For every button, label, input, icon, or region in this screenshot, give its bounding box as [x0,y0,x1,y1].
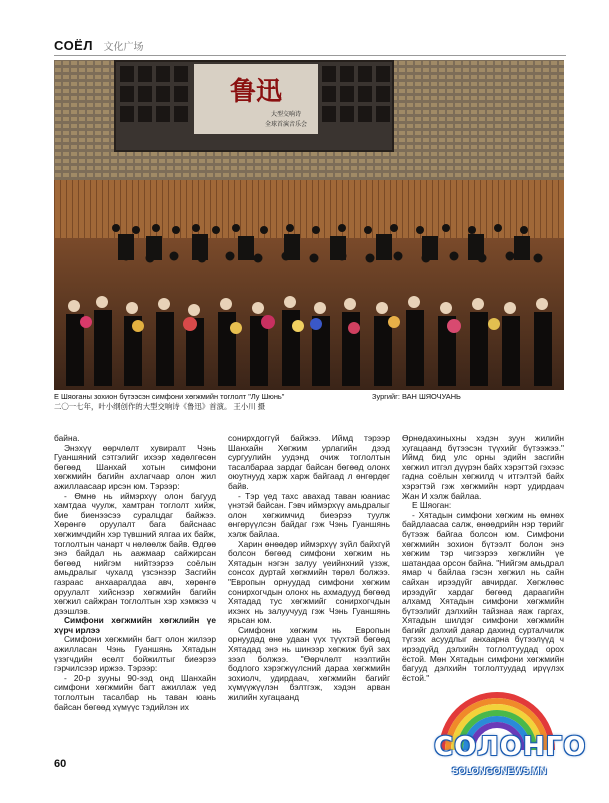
article-paragraph: Өрнөдахиныхны хэдэн зуун жилийн хугацаанд бүтээсэн түүхийг бүтээжээ." Иймд бид улс орны эдийн засгийн хөгжил итгэл дүүрэн байх хэрэгтэй гэхээс гадна соёлын хөгжилд ч итгэлтэй байх хэрэгтэй гэж хөгжмийн нэрт удирдаач Жан И хэлж байлаа. [402,433,564,501]
page-number: 60 [54,758,67,770]
caption-line-mongolian: Е Шяоганы зохион бүтээсэн симфони хөгжмийн тоглолт "Лу Шюнь" [54,392,285,401]
photo-credit: Зургийг: ВАН ШЯОЧУАНЬ [372,392,461,401]
photo-caption [54,392,566,412]
section-subtitle: 文化广场 [103,42,144,53]
article-paragraph: Е Шяоган: [412,500,452,511]
section-title: СОЁЛ [54,38,93,53]
header-rule [54,55,566,56]
banner-subtitle-2: 全球首演音乐会 [264,121,308,128]
article-paragraph: Симфони хөгжмийн багт олон жилээр ажилласан Чэнь Гуаншянь Хятадын үзэгчдийн өсөлт бойжилтыг биеэрээ гэрчилсээр иржээ. Тэрээр: [54,634,216,674]
article-paragraph: - Тэр үед таxс аваxад таван юаниас үнэтэй байсан. Гэвч иймэрхүү амьдралыг олон хөгжимчид биеэрээ туулж өнгөрүүлсэн байдаг гэж Чэнь Гуаншянь хэлж байлаа. [228,490,390,539]
article-paragraph: - Өмнө нь иймэрхүү олон багууд хамтдаа чуулж, хамтран тоглолт хийж, бие биенээсээ суралцдаг байжээ. Хөрөнгө оруулалт бага байснаас хөгжимчдийн хэр түвшний ялгаа их байж, тоглолтын чанарт ч нөлөөлж байв. Өдгөө энэ байдал нь аажмаар сайжирсан бөгөөд нийгэм нийтээрээ соёлын амьдралыг чухалд үзсэнээр Засгийн газраас анхааралдаа авч, хөрөнгө оруулалт хийснээр хөгжмийн багийн хөгжил сайжран тоглолтын хэр хэмжээ ч дээшлэв. [54,490,216,616]
logo-url: SOLONGONEWS.MN [452,766,547,777]
article-paragraph: Энэхүү өөрчлөлт хувиралт Чэнь Гуаншяний сэтгэлийг ихээр хөдөлгөсөн бөгөөд Шанхай хотын симфони хөгжмийн багийн ахлагчаар олон жил ажиллаасаар ирсэн юм. Тэрээр: [54,442,216,491]
orchestra-photo [54,60,564,390]
logo-wordmark: СОЛОНГО [434,732,587,762]
article-column-1 [54,434,216,712]
article-subheading: Симфони хөгжмийн хөгжлийн үе хүрч ирлээ [54,615,216,635]
article-paragraph: байна. [54,433,80,443]
banner-subtitle-1: 大型交响诗 [270,111,302,118]
solongo-logo [422,688,587,798]
banner-title: 鲁迅 [229,77,283,107]
caption-line-chinese: 二〇一七年，叶小纲创作的大型交响诗《鲁迅》首演。 王小川 摄 [54,402,266,411]
page-header [54,37,564,55]
article-paragraph: Симфони хөгжим нь Европын орнуудад өнө удаан үүх түүхтэй бөгөөд Хятадад энэ нь шинээр хөгжиж буй зах зээл болжээ. "Өөрчлөлт нээлтийн бодлого хэрэгжүүлсний дараа хөгжмийн зохиолч, удирдаач, хөгжмийн багийг хүмүүжүүлэн бэлтгэж, хэдэн арван жилийн хугацаанд [228,624,390,703]
article-paragraph: - 20-р зууны 90-ээд онд Шанхайн симфони хөгжмийн багт ажиллаж үед тоглолтын тасалбар нь таван юань байсан бөгөөд хүмүүс тэдийлэн их [54,672,216,712]
article-column-2 [228,434,390,703]
article-paragraph: Харин өнөөдөр иймэрхүү зүйл байхгүй болсон бөгөөд симфони хөгжим нь Хятадын нэгэн залуу үеийнхний үзэж, сонсох дуртай хөгжмийн төрөл болжээ. "Европын орнуудад симфони хөгжим сонирхогчдын олонх нь ахмадууд бөгөөд Хятадад тус хөгжмийг сонирхогчдын ихэнх нь залуучууд гэж Чэнь Гуаншянь ярьсан юм. [228,538,390,626]
article-column-3 [402,434,564,683]
article-paragraph: - Хятадын симфони хөгжим нь өмнөх байдлаасаа салж, өнөөдрийн нэр төрийг бүтээж байгаа болсон юм. Симфони хөгжмийн зохион бүтээлт болон энэ хөгжим тэр чигээрээ хөгжлийн үе шатандаа орсон байна. "Нийгэм амьдрал ямар ч байлаа гэсэн хөгжил нь сайн сайхан ирээдүйг авчирдаг. Хөгжлөөс ирээдүйг хардаг бөгөөд дараагийн алхамд Хятадын симфони хөгжмийн бүтээлийг дэлхийн тайзнаа яаж гаргах, Хятадын шилдэг симфони хөгжмийн багийг дэлхий даяар дахинд сурталчилж түгээх асуудлыг анхаарна бүтээлүүд ч ирээдүйд дэлхийн тоглолтуудад орох ёстой. Мөн Хятадын симфони хөгжмийн багууд дэлхийн тоглолтуудад ирүүлэх ёстой." [402,509,564,683]
article-paragraph: сонирхдоггүй байжээ. Иймд тэрээр Шанхайн Хөгжим урлагийн дээд сургуулийн уудэнд очиж тоглолтын тасалбараа зардаг байсан бөгөөд олонх оюутнууд харж харж байгаад л өнгөрдөг байв. [228,433,390,491]
